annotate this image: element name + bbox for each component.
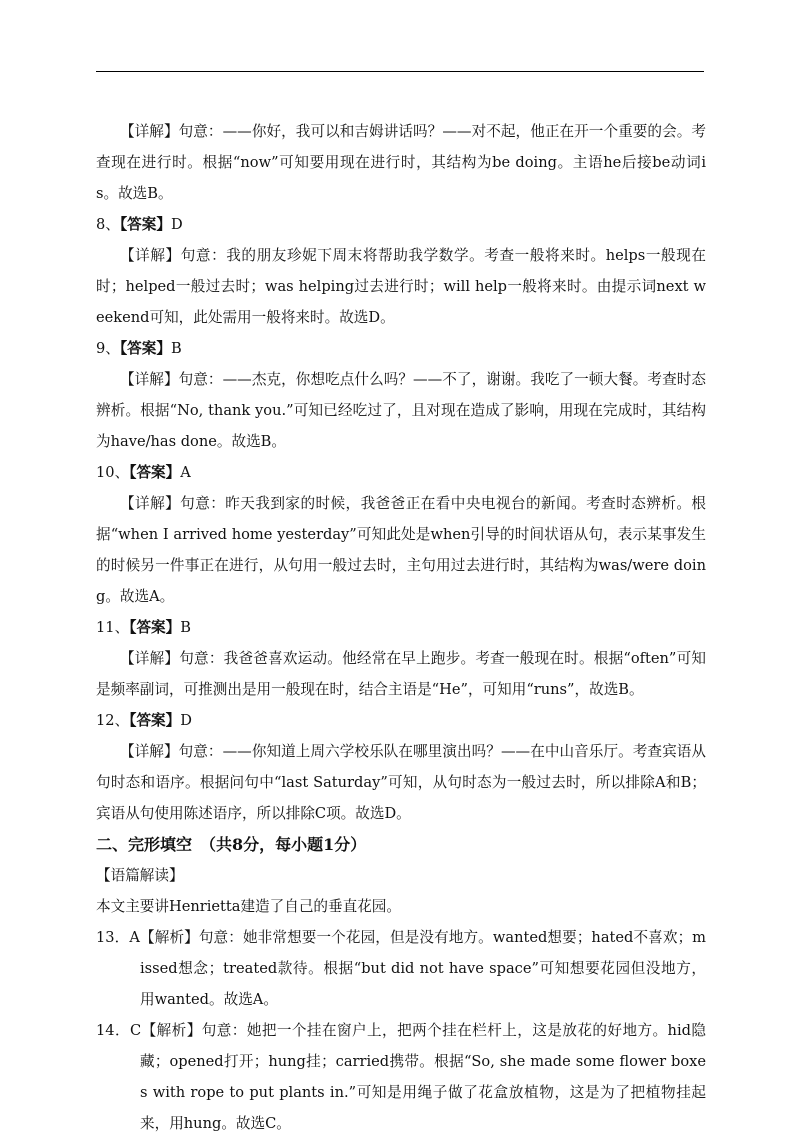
analysis-13: 13．A【解析】句意：她非常想要一个花园，但是没有地方。wanted想要；hated不喜欢；missed想念；treated款待。根据“but did not have space”可知想要花园但没地方，用wanted。故选A。: [96, 929, 706, 1008]
answer-10: 10、【答案】A: [96, 464, 191, 481]
document-body: [96, 116, 706, 1139]
detail-8: 【详解】句意：我的朋友珍妮下周末将帮助我学数学。考查一般将来时。helps一般现在时；helped一般过去时；was helping过去进行时；will help一般将来时。由提示词next weekend可知，此处需用一般将来时。故选D。: [96, 247, 706, 326]
passage-summary: 本文主要讲Henrietta建造了自己的垂直花园。: [96, 898, 401, 915]
detail-7: 【详解】句意：——你好，我可以和吉姆讲话吗？——对不起，他正在开一个重要的会。考查现在进行时。根据“now”可知要用现在进行时，其结构为be doing。主语he后接be动词is。故选B。: [96, 123, 706, 202]
detail-9: 【详解】句意：——杰克，你想吃点什么吗？——不了，谢谢。我吃了一顿大餐。考查时态辨析。根据“No, thank you.”可知已经吃过了，且对现在造成了影响，用现在完成时，其结构为have/has done。故选B。: [96, 371, 706, 450]
answer-12: 12、【答案】D: [96, 712, 192, 729]
detail-10: 【详解】句意：昨天我到家的时候，我爸爸正在看中央电视台的新闻。考查时态辨析。根据“when I arrived home yesterday”可知此处是when引导的时间状语从句，表示某事发生的时候另一件事正在进行，从句用一般过去时，主句用过去进行时，其结构为was/were doing。故选A。: [96, 495, 706, 605]
section-heading: 二、完形填空 （共8分，每小题1分）: [96, 835, 367, 854]
answer-8: 8、【答案】D: [96, 216, 183, 233]
passage-label: 【语篇解读】: [96, 867, 184, 884]
detail-12: 【详解】句意：——你知道上周六学校乐队在哪里演出吗？——在中山音乐厅。考查宾语从句时态和语序。根据问句中“last Saturday”可知，从句时态为一般过去时，所以排除A和B；宾语从句使用陈述语序，所以排除C项。故选D。: [96, 743, 706, 822]
detail-11: 【详解】句意：我爸爸喜欢运动。他经常在早上跑步。考查一般现在时。根据“often”可知是频率副词，可推测出是用一般现在时，结合主语是“He”，可知用“runs”，故选B。: [96, 650, 706, 698]
analysis-14: 14．C【解析】句意：她把一个挂在窗户上，把两个挂在栏杆上，这是放花的好地方。hid隐藏；opened打开；hung挂；carried携带。根据“So, she made some flower boxes with rope to put plants in.”可知是用绳子做了花盒放植物，这是为了把植物挂起来，用hung。故选C。: [96, 1022, 706, 1132]
answer-9: 9、【答案】B: [96, 340, 182, 357]
answer-11: 11、【答案】B: [96, 619, 191, 636]
header-rule: [96, 71, 704, 72]
